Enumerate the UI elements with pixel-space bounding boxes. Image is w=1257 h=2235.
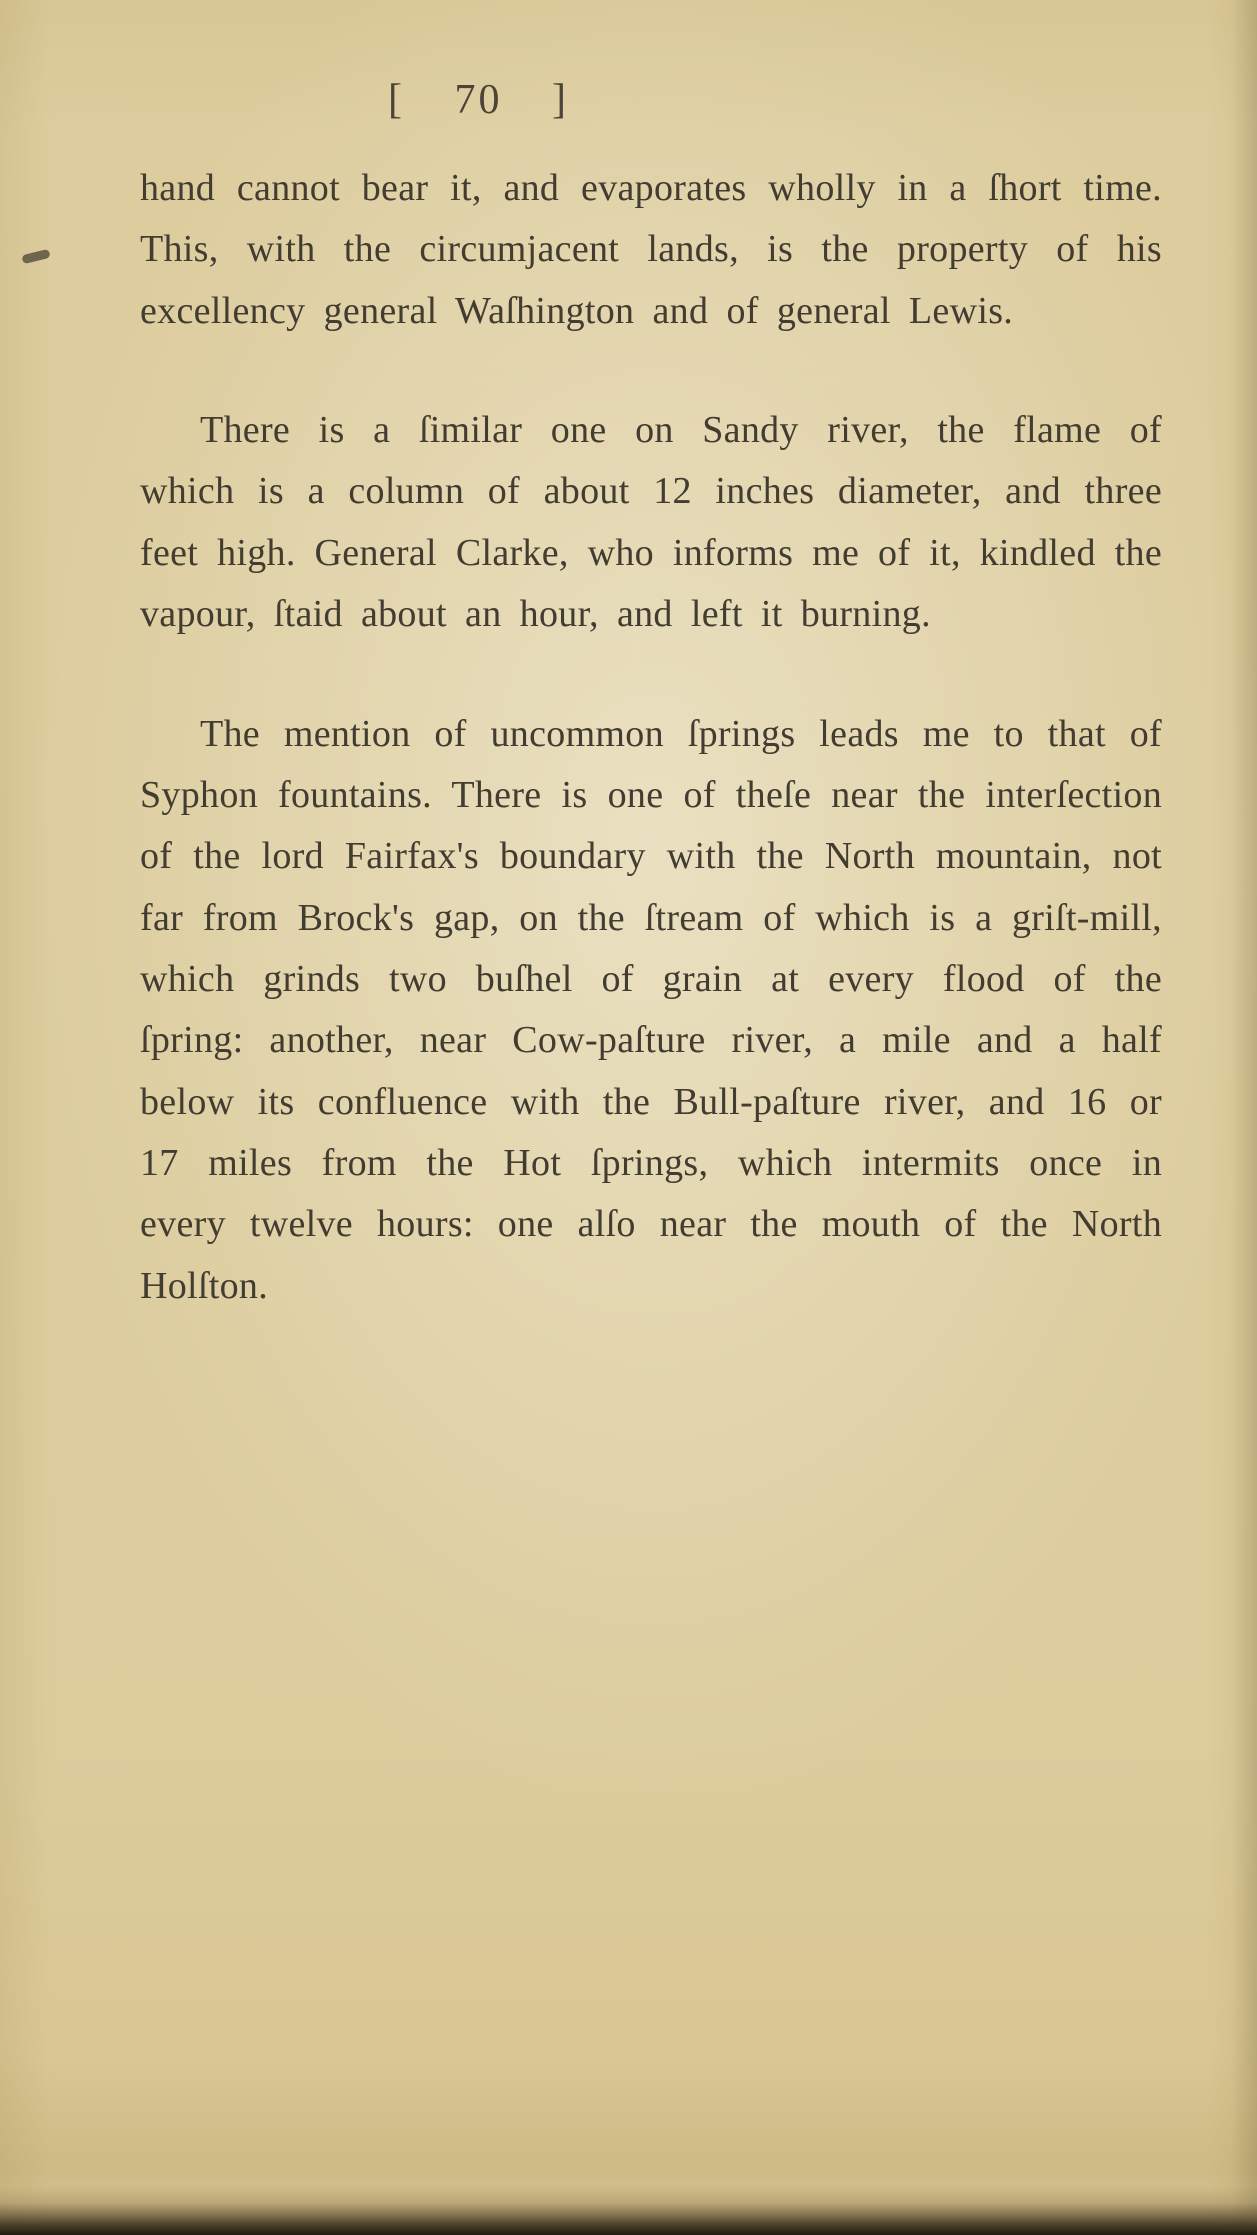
page-number: [ 70 ] xyxy=(388,77,569,123)
paragraph-syphon-fountains: The mention of uncommon ſprings leads me to that of Syphon fountains. There is one of theſe near the interſection of the lord Fairfax's boundary with the North mountain, not far from Brock's gap, on the ſtream of which is a griſt-mill, which grinds two buſhel of grain at every flood of the ſpring: another, near Cow-paſture river, a mile and a half below its confluence with the Bull-paſture river, and 16 or 17 miles from the Hot ſprings, which intermits once in every twelve hours: one alſo near the mouth of the North Holſton. xyxy=(140,712,1162,1307)
page-bottom-edge-shadow xyxy=(0,2185,1257,2235)
paragraph-sandy-river: There is a ſimilar one on Sandy river, the flame of which is a column of about 12 inches diameter, and three feet high. General Clarke, who informs me of it, kindled the vapour, ſtaid about an hour, and left it burning. xyxy=(140,409,1162,636)
paragraph-continuation: hand cannot bear it, and evaporates wholly in a ſhort time. This, with the circumjacent lands, is the property of his excellency general Waſhington and of general Lewis. xyxy=(140,167,1162,332)
page-text xyxy=(140,158,1162,1317)
margin-ink-mark xyxy=(21,249,50,265)
page-right-shadow xyxy=(1231,0,1257,2235)
